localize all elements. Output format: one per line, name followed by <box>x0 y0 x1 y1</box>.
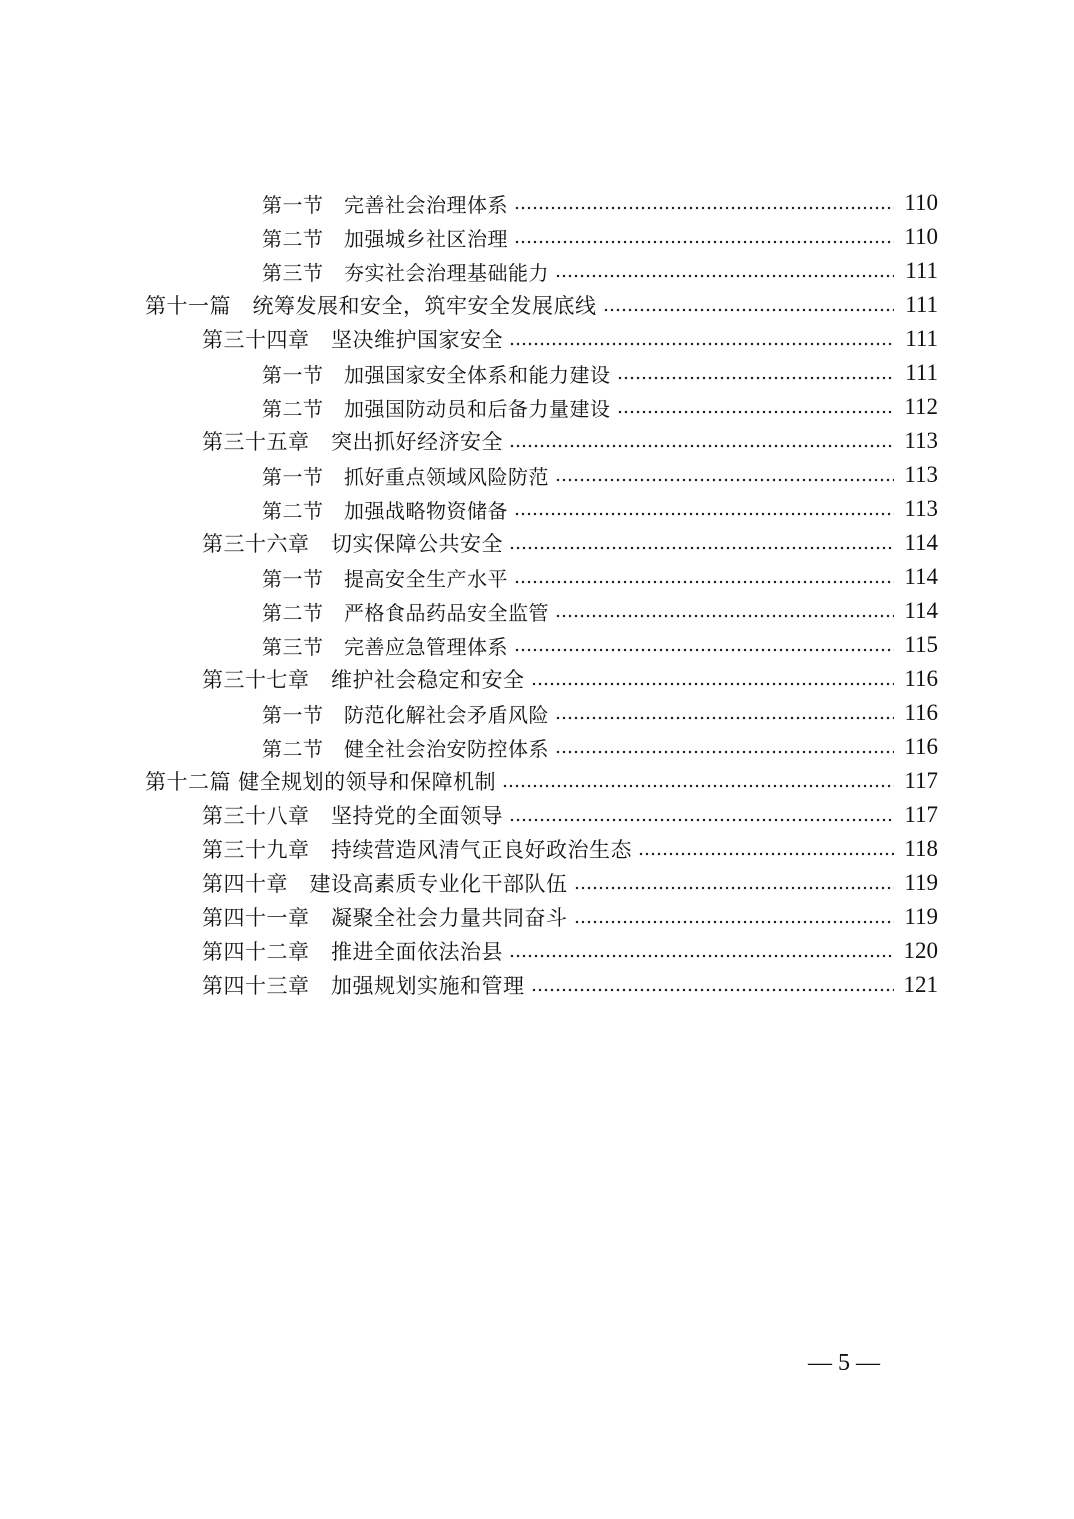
toc-entry-chapter <box>0 866 1074 900</box>
toc-entry-title: 第三十八章 坚持党的全面领导 <box>202 804 503 828</box>
dot-leader <box>509 951 894 961</box>
toc-entry-part <box>0 288 1074 322</box>
toc-entry-section <box>0 390 1074 424</box>
dot-leader <box>502 781 894 791</box>
toc-entry-title: 第三节 夯实社会治理基础能力 <box>262 260 549 285</box>
toc-entry-title: 第二节 加强战略物资储备 <box>262 498 508 523</box>
toc-entry-page: 111 <box>905 258 938 283</box>
toc-entry-title: 第三十五章 突出抓好经济安全 <box>202 430 503 454</box>
toc-entry-title: 第二节 健全社会治安防控体系 <box>262 736 549 761</box>
toc-entry-title: 第三十九章 持续营造风清气正良好政治生态 <box>202 838 632 862</box>
toc-entry-title: 第二节 加强国防动员和后备力量建设 <box>262 396 611 421</box>
toc-entry-page: 116 <box>904 700 938 725</box>
toc-entry-title: 第三十六章 切实保障公共安全 <box>202 532 503 556</box>
toc-entry-title: 第十二篇 健全规划的领导和保障机制 <box>145 770 497 794</box>
toc-entry-page: 111 <box>905 292 938 317</box>
toc-entry-chapter <box>0 934 1074 968</box>
toc-entry-title: 第十一篇 统筹发展和安全，筑牢安全发展底线 <box>145 294 597 318</box>
dot-leader <box>574 883 895 893</box>
toc-entry-title: 第一节 完善社会治理体系 <box>262 192 508 217</box>
toc-entry-title: 第二节 严格食品药品安全监管 <box>262 600 549 625</box>
toc-entry-chapter <box>0 968 1074 1002</box>
toc-entry-chapter <box>0 798 1074 832</box>
toc-entry-section <box>0 254 1074 288</box>
dot-leader <box>509 441 894 451</box>
toc-entry-section <box>0 186 1074 220</box>
toc-entry-section <box>0 356 1074 390</box>
dot-leader <box>555 747 894 757</box>
toc-entry-title: 第三十七章 维护社会稳定和安全 <box>202 668 525 692</box>
dot-leader <box>531 679 895 689</box>
dot-leader <box>555 475 894 485</box>
toc-entry-page: 113 <box>904 496 938 521</box>
toc-entry-page: 120 <box>903 938 938 963</box>
toc-entry-page: 112 <box>904 394 938 419</box>
toc-entry-page: 117 <box>904 802 938 827</box>
toc-entry-section <box>0 560 1074 594</box>
toc-entry-page: 111 <box>905 360 938 385</box>
toc-entry-section <box>0 458 1074 492</box>
toc-entry-title: 第四十三章 加强规划实施和管理 <box>202 974 525 998</box>
toc-entry-page: 114 <box>904 530 938 555</box>
dot-leader <box>617 373 895 383</box>
toc-entry-chapter <box>0 662 1074 696</box>
dot-leader <box>514 509 894 519</box>
toc-entry-chapter <box>0 424 1074 458</box>
dot-leader <box>555 713 894 723</box>
toc-entry-title: 第一节 提高安全生产水平 <box>262 566 508 591</box>
toc-entry-page: 110 <box>904 224 938 249</box>
toc-entry-chapter <box>0 900 1074 934</box>
toc-entry-title: 第一节 防范化解社会矛盾风险 <box>262 702 549 727</box>
toc-entry-page: 117 <box>904 768 938 793</box>
toc-entry-title: 第四十一章 凝聚全社会力量共同奋斗 <box>202 906 568 930</box>
toc-entry-page: 121 <box>903 972 938 997</box>
toc-entry-page: 119 <box>904 904 938 929</box>
toc-entry-page: 118 <box>904 836 938 861</box>
toc-entry-page: 114 <box>904 598 938 623</box>
toc-entry-page: 113 <box>904 462 938 487</box>
toc-entry-page: 116 <box>904 666 938 691</box>
dot-leader <box>574 917 895 927</box>
toc-entry-title: 第四十二章 推进全面依法治县 <box>202 940 503 964</box>
toc-entry-page: 119 <box>904 870 938 895</box>
toc-entry-section <box>0 696 1074 730</box>
dot-leader <box>555 611 894 621</box>
toc-entry-page: 113 <box>904 428 938 453</box>
dot-leader <box>555 271 894 281</box>
toc-entry-page: 111 <box>905 326 938 351</box>
toc-entry-section <box>0 730 1074 764</box>
toc-entry-chapter <box>0 832 1074 866</box>
toc-entry-section <box>0 492 1074 526</box>
dot-leader <box>514 645 894 655</box>
toc-entry-page: 115 <box>904 632 938 657</box>
toc-entry-page: 116 <box>904 734 938 759</box>
dot-leader <box>617 407 895 417</box>
dot-leader <box>509 543 894 553</box>
toc-entry-section <box>0 628 1074 662</box>
table-of-contents <box>0 186 1074 1002</box>
dot-leader <box>514 203 894 213</box>
dot-leader <box>531 985 895 995</box>
toc-entry-chapter <box>0 526 1074 560</box>
dot-leader <box>638 849 894 859</box>
toc-entry-section <box>0 594 1074 628</box>
toc-entry-chapter <box>0 322 1074 356</box>
toc-entry-part <box>0 764 1074 798</box>
toc-entry-page: 114 <box>904 564 938 589</box>
dot-leader <box>509 815 894 825</box>
toc-entry-section <box>0 220 1074 254</box>
dot-leader <box>509 339 894 349</box>
toc-entry-title: 第二节 加强城乡社区治理 <box>262 226 508 251</box>
toc-entry-title: 第一节 抓好重点领域风险防范 <box>262 464 549 489</box>
dot-leader <box>514 237 894 247</box>
toc-entry-title: 第三节 完善应急管理体系 <box>262 634 508 659</box>
dot-leader <box>514 577 894 587</box>
toc-entry-page: 110 <box>904 190 938 215</box>
page-number: — 5 — <box>808 1350 880 1376</box>
toc-entry-title: 第一节 加强国家安全体系和能力建设 <box>262 362 611 387</box>
toc-entry-title: 第三十四章 坚决维护国家安全 <box>202 328 503 352</box>
toc-entry-title: 第四十章 建设高素质专业化干部队伍 <box>202 872 568 896</box>
dot-leader <box>603 305 895 315</box>
